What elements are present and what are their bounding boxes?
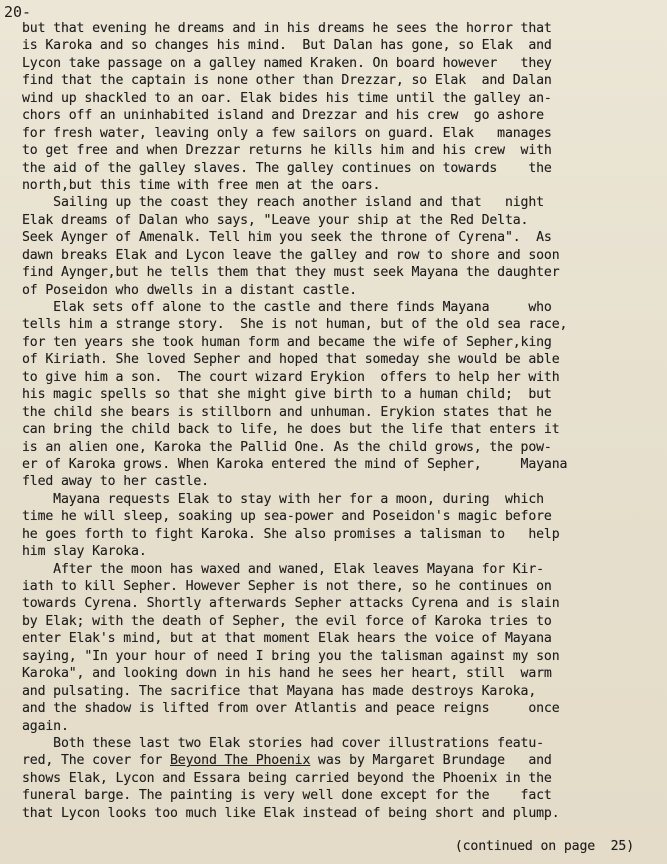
text-line: er of Karoka grows. When Karoka entered the mind of Sepher, Mayana xyxy=(22,456,568,472)
text-line: Sailing up the coast they reach another island and that night xyxy=(22,195,544,211)
page-number: 20- xyxy=(4,3,32,21)
text-line: After the moon has waxed and waned, Elak leaves Mayana for Kir- xyxy=(22,561,544,577)
text-line: the aid of the galley slaves. The galley continues on towards the xyxy=(22,160,552,176)
text-line: iath to kill Sepher. However Sepher is not there, so he continues on xyxy=(22,579,552,594)
continuation-note: (continued on page 25) xyxy=(454,839,634,854)
text-line: but that evening he dreams and in his dreams he sees the horror that xyxy=(22,21,552,36)
text-line: Karoka", and looking down in his hand he sees her heart, still warm xyxy=(22,666,552,682)
text-line: for fresh water, leaving only a few sailors on guard. Elak manages xyxy=(22,125,552,141)
text-line: tells him a strange story. She is not human, but of the old sea race, xyxy=(22,317,568,333)
text-line: towards Cyrena. Shortly afterwards Sepher attacks Cyrena and is slain xyxy=(22,596,560,612)
text-line: red, The cover for Beyond The Phoenix was by Margaret Brundage and xyxy=(22,753,552,769)
body-text xyxy=(22,20,662,822)
text-line: and pulsating. The sacrifice that Mayana has made destroys Karoka, xyxy=(22,683,537,699)
text-line: saying, "In your hour of need I bring you the talisman against my son xyxy=(22,648,560,664)
text-line: chors off an uninhabited island and Drezzar and his crew go ashore xyxy=(22,108,544,124)
text-line: of Poseidon who dwells in a distant castle. xyxy=(22,282,357,298)
text-line: Mayana requests Elak to stay with her for a moon, during which xyxy=(22,491,544,507)
text-line: for ten years she took human form and became the wife of Sepher,king xyxy=(22,334,552,350)
text-line: by Elak; with the death of Sepher, the evil force of Karoka tries to xyxy=(22,613,552,629)
text-line: the child she bears is stillborn and unhuman. Erykion states that he xyxy=(22,404,552,420)
text-line: Elak sets off alone to the castle and there finds Mayana who xyxy=(22,300,552,315)
text-line: to get free and when Drezzar returns he kills him and his crew with xyxy=(22,143,552,159)
text-line: and the shadow is lifted from over Atlantis and peace reigns once xyxy=(22,701,560,717)
text-line: can bring the child back to life, he does but the life that enters it xyxy=(22,422,560,438)
text-line: north,but this time with free men at the oars. xyxy=(22,177,381,193)
text-line: dawn breaks Elak and Lycon leave the galley and row to shore and soon xyxy=(22,247,560,263)
continuation-note-area xyxy=(22,838,662,856)
text-line: Lycon take passage on a galley named Kraken. On board however they xyxy=(22,55,552,71)
text-line: Seek Aynger of Amenalk. Tell him you seek the throne of Cyrena". As xyxy=(22,230,552,246)
text-line: find Aynger,but he tells them that they must seek Mayana the daughter xyxy=(22,265,560,281)
text-line: funeral barge. The painting is very well done except for the fact xyxy=(22,788,552,804)
text-line: find that the captain is none other than Drezzar, so Elak and Dalan xyxy=(22,73,552,89)
text-line: is an alien one, Karoka the Pallid One. As the child grows, the pow- xyxy=(22,439,552,455)
text-line: of Kiriath. She loved Sepher and hoped that someday she would be able xyxy=(22,352,560,368)
text-line: again. xyxy=(22,718,69,734)
text-line: his magic spells so that she might give birth to a human child; but xyxy=(22,387,552,403)
book-title: Beyond The Phoenix xyxy=(170,753,311,769)
text-line: fled away to her castle. xyxy=(22,474,209,490)
text-line: time he will sleep, soaking up sea-power and Poseidon's magic before xyxy=(22,509,552,525)
text-line: wind up shackled to an oar. Elak bides his time until the galley an- xyxy=(22,90,552,106)
text-line: he goes forth to fight Karoka. She also promises a talisman to help xyxy=(22,526,560,542)
text-line: to give him a son. The court wizard Erykion offers to help her with xyxy=(22,369,560,385)
text-line: him slay Karoka. xyxy=(22,544,147,560)
text-line: Elak dreams of Dalan who says, "Leave your ship at the Red Delta. xyxy=(22,212,529,228)
text-line: shows Elak, Lycon and Essara being carried beyond the Phoenix in the xyxy=(22,770,552,786)
text-line: enter Elak's mind, but at that moment Elak hears the voice of Mayana xyxy=(22,631,552,647)
text-line: that Lycon looks too much like Elak instead of being short and plump. xyxy=(22,805,560,821)
text-line: Both these last two Elak stories had cover illustrations featu- xyxy=(22,735,544,751)
text-line: is Karoka and so changes his mind. But Dalan has gone, so Elak and xyxy=(22,38,552,54)
